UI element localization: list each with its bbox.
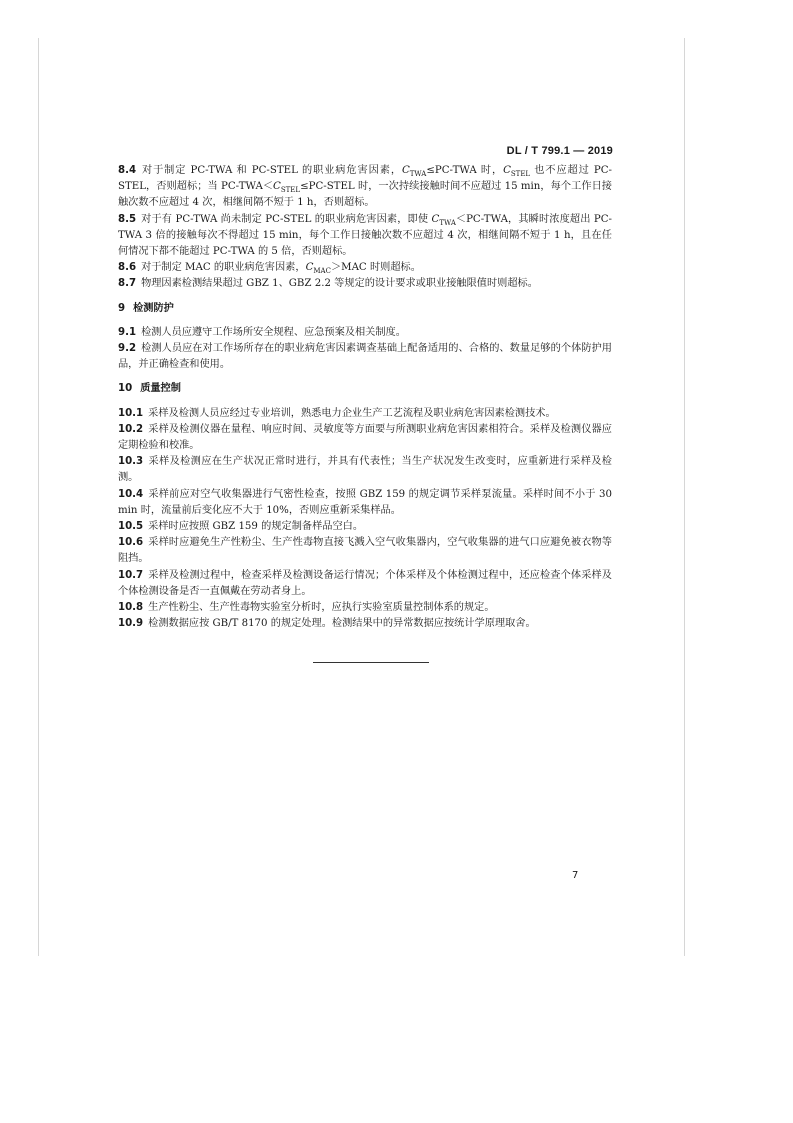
section-10-heading: 10 质量控制 xyxy=(118,383,181,395)
document-body xyxy=(118,163,612,632)
clause-10-8: 10.8 生产性粉尘、生产性毒物实验室分析时，应执行实验室质量控制体系的规定。 xyxy=(118,602,495,614)
clause-number: 10.4 xyxy=(118,488,144,500)
clause-number: 10.3 xyxy=(118,456,144,468)
clause-10-5: 10.5 采样时应按照 GBZ 159 的规定制备样品空白。 xyxy=(118,521,364,533)
section-9-heading: 9 检测防护 xyxy=(118,302,174,314)
clause-9-2: 9.2 检测人员应在对工作场所存在的职业病危害因素调查基础上配备适用的、合格的、数量足够的个体防护用品，并正确检查和使用。 xyxy=(118,343,612,371)
page-border-right xyxy=(684,38,685,956)
clause-10-7: 10.7 采样及检测过程中，检查采样及检测设备运行情况；个体采样及个体检测过程中，还应检查个体采样及个体检测设备是否一直佩戴在劳动者身上。 xyxy=(118,569,612,597)
clause-8-5: 8.5 对于有 PC-TWA 尚未制定 PC-STEL 的职业病危害因素，即使 $C_{TWA}<PC$-TWA，其瞬时浓度超出 PC-TWA 3 倍的接触每次不得超过 15 min，每个工作日接触次数不应超过 4 次，相继间隔不短于 1 h，且在任何情况下都不能超过 PC-TWA 的 5 倍，否则超标。 xyxy=(118,213,612,258)
clause-8-4: 8.4 对于制定 PC-TWA 和 PC-STEL 的职业病危害因素，$C_{TWA}\le PC$-TWA 时，$C_{STEL}$ 也不应超过 PC-STEL，否则超标；当 $PC-TWA<C_{STEL}\le PC$-STEL 时，一次持续接触时间不应超过 15 min，每个工作日接触次数不应超过 4 次，相继间隔不短于 1 h，否则超标。 xyxy=(118,165,612,209)
clause-number: 10.2 xyxy=(118,423,144,435)
clause-number: 10.8 xyxy=(118,602,144,614)
clause-number: 8.6 xyxy=(118,262,137,274)
clause-number: 8.7 xyxy=(118,278,137,290)
clause-number: 10.7 xyxy=(118,569,144,581)
end-of-document-rule xyxy=(313,662,429,663)
clause-10-3: 10.3 采样及检测应在生产状况正常时进行，并具有代表性；当生产状况发生改变时，应重新进行采样及检测。 xyxy=(118,456,612,484)
page-border-left xyxy=(38,38,39,956)
clause-10-4: 10.4 采样前应对空气收集器进行气密性检查，按照 GBZ 159 的规定调节采样泵流量。采样时间不小于 30 min 时，流量前后变化应不大于 10%，否则应重新采集样品。 xyxy=(118,488,612,516)
clause-10-1: 10.1 采样及检测人员应经过专业培训，熟悉电力企业生产工艺流程及职业病危害因素检测技术。 xyxy=(118,407,556,419)
clause-number: 10.5 xyxy=(118,521,144,533)
clause-number: 10.1 xyxy=(118,407,144,419)
clause-8-7: 8.7 物理因素检测结果超过 GBZ 1、GBZ 2.2 等规定的设计要求或职业接触限值时则超标。 xyxy=(118,278,538,290)
clause-10-6: 10.6 采样时应避免生产性粉尘、生产性毒物直接飞溅入空气收集器内，空气收集器的进气口应避免被衣物等阻挡。 xyxy=(118,537,612,565)
page-number: 7 xyxy=(572,870,579,881)
clause-number: 8.4 xyxy=(118,165,137,176)
document-code-header: DL / T 799.1 — 2019 xyxy=(506,145,613,157)
clause-number: 9.1 xyxy=(118,326,137,338)
clause-9-1: 9.1 检测人员应遵守工作场所安全规程、应急预案及相关制度。 xyxy=(118,326,406,338)
clause-number: 8.5 xyxy=(118,213,137,225)
clause-10-2: 10.2 采样及检测仪器在量程、响应时间、灵敏度等方面要与所测职业病危害因素相符合。采样及检测仪器应定期检验和校准。 xyxy=(118,423,612,452)
clause-number: 9.2 xyxy=(118,343,137,355)
clause-number: 10.9 xyxy=(118,618,144,630)
clause-8-6: 8.6 对于制定 MAC 的职业病危害因素，$C_{MAC}>MAC$ 时则超标。 xyxy=(118,262,421,276)
clause-10-9: 10.9 检测数据应按 GB/T 8170 的规定处理。检测结果中的异常数据应按统计学原理取舍。 xyxy=(118,618,536,630)
clause-number: 10.6 xyxy=(118,537,144,549)
